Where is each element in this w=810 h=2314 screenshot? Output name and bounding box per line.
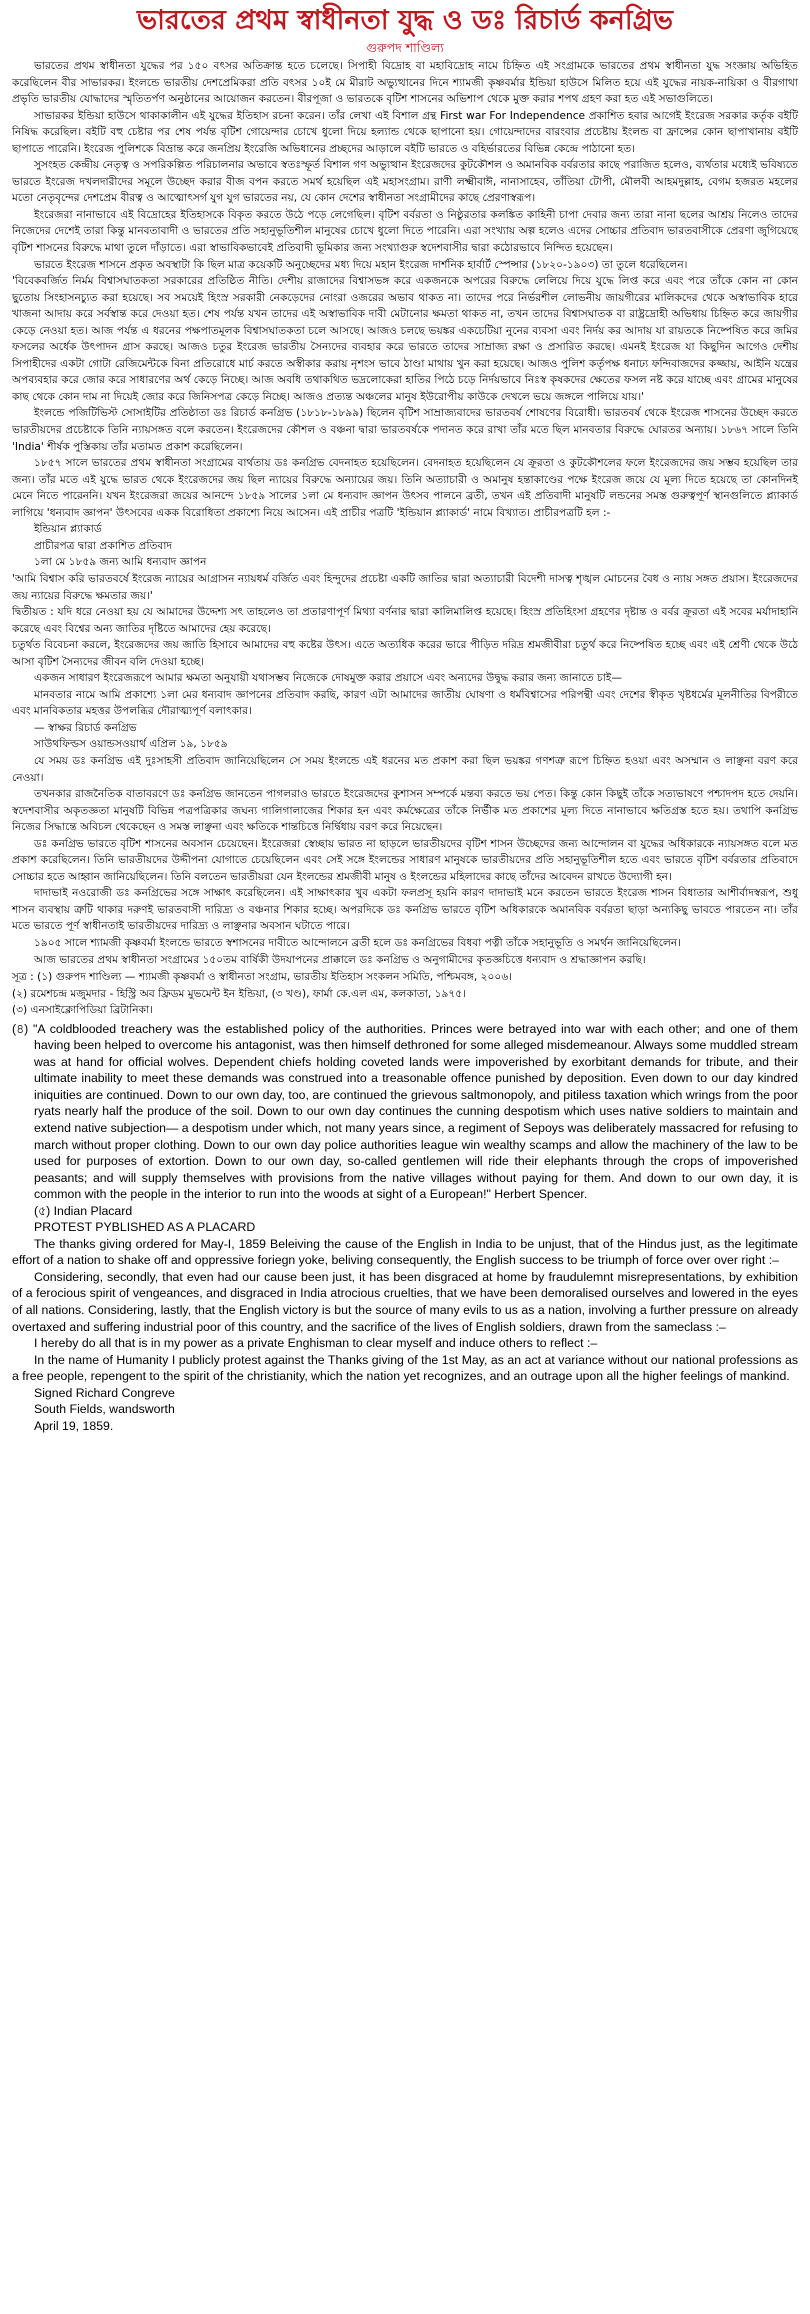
- placard-line: ১লা মে ১৮৫৯ জন্য আমি ধন্যবাদ জ্ঞাপন: [34, 556, 207, 569]
- source-item: (৩) এনসাইক্লোপিডিয়া ব্রিটানিকা।: [12, 1004, 153, 1017]
- signature-line: Signed Richard Congreve: [34, 1385, 175, 1400]
- sources-list: [12, 969, 798, 1019]
- source-item: (২) রমেশচন্দ্র মজুমদার - হিস্ট্রি অব ফ্রিডম মুভমেন্ট ইন ইন্ডিয়া, (৩ খণ্ড), ফার্মা কে.এল এম, কলকাতা, ১৯৭৫।: [12, 987, 466, 1000]
- body-paragraph: দাদাভাই নওরোজী ডঃ কনগ্রিভের সঙ্গে সাক্ষাৎ করেছিলেন। এই সাক্ষাৎকার খুব একটা ফলপ্রসূ হয়নি কারণ দাদাভাই মনে করতেন ভারতে ইংরেজ শাসন বিধাতার আশীর্বাদস্বরূপ, শুধু শাসন ব্যবস্থায় ত্রুটি থাকার দরুণই ভারতবাসী দারিদ্র্য ও বঞ্চনার শিকার হচ্ছে। অপরদিকে ডঃ কনগ্রিভ ভারতে বৃটিশ অধিকারকে অমানবিক বর্বরতা ছাড়া অন্যকিছু ভাবতে পারতেন না। তাঁর মতে ভারতে পূর্ণ স্বাধীনতাই ভারতীয়দের দারিদ্র্য ও লাঞ্ছনার অবসান ঘটাতে পারে।: [12, 887, 798, 933]
- body-paragraph: ডঃ কনগ্রিভ ভারতে বৃটিশ শাসনের অবসান চেয়েছেন। ইংরেজরা স্বেচ্ছায় ভারত না ছাড়লে ভারতীয়দের বৃটিশ শাসন উচ্ছেদের জন্য আন্দোলন বা যুদ্ধের অধিকারকে ন্যায়সঙ্গত বলে মত প্রকাশ করেছিলেন। তিনি ভারতীয়দের উদ্দীপনা যোগাতে চেয়েছিলেন এবং সেই সঙ্গে ইংলন্ডের সাধারণ মানুষকে ভারতীয়দের প্রতি সহানুভূতিশীল হতে এবং ভারতে বৃটিশ বর্বরতার প্রতিবাদে সোচ্চার হতে আহ্বান জানিয়েছিলেন। তিনি বলতেন ভারতীয়রা যেন ইংলন্ডের শ্রমজীবী মানুষ ও ইংলন্ডের মহিলাদের কাছে তাঁদের আবেদন রাখতে উদ্যোগী হন।: [12, 837, 798, 883]
- placard-paragraph: চতুর্থত বিবেচনা করলে, ইংরেজদের জয় জাতি হিসাবে আমাদের বহু কষ্টের উৎস। এতে অত্যধিক করের ভারে পীড়িত দরিদ্র শ্রমজীবীরা চতুর্থ করে নিষ্পেষিত হচ্ছে এবং এই শ্রেণী থেকে উঠে আসা বৃটিশ সৈন্যদের জীবন বলি দেওয়া হচ্ছে।: [12, 639, 798, 668]
- placard-english-paragraph: In the name of Humanity I publicly protest against the Thanks giving of the 1st May, as an act at variance without our national professions as a free people, repengent to the spirit of the christianity, which the nation yet recognizes, and an outrage upon all the higher feelings of mankind.: [12, 1352, 798, 1384]
- article-body: [12, 58, 798, 968]
- placard-english-paragraph: Considering, secondly, that even had our cause been just, it has been disgraced at home by fraudulemnt misrepresentations, by exhibition of a ferocious spirit of vengeances, and disgraced in India atrocious cruelties, that we have been demoralised ourselves and lowered in the eyes of all nations. Considering, lastly, that the English victory is but the source of many evils to us as a nation, involving a further pressure on already overtaxed and suffering industrial poor of this country, and the sacrifice of the lives of English soldiers, drawn from the sameclass :–: [12, 1269, 798, 1334]
- body-paragraph: ইংলন্ডে পজিটিভিস্ট সোসাইটির প্রতিষ্ঠাতা ডঃ রিচার্ড কনগ্রিভ (১৮১৮-১৮৯৯) ছিলেন বৃটিশ সাম্রাজ্যবাদের ভারতবর্ষ শোষণের বিরোধী। ভারতবর্ষ থেকে ইংরেজ শাসনের উচ্ছেদ করতে ভারতীয়দের প্রচেষ্টাকে তিনি ন্যায়সঙ্গত বলে করতেন। ইংরেজদের কৌশল ও বঞ্চনা দ্বারা ভারতবর্ষকে পদানত করে রাখা তাঁর মতে ছিল মানবতার বিরুদ্ধে ঘোরতর অন্যায়। ১৮৬৭ সালে তিনি 'India' শীর্ষক পুস্তিকায় তাঁর মতামত প্রকাশ করেছিলেন।: [12, 407, 798, 453]
- body-paragraph: সাভারকর ইন্ডিয়া হাউসে থাকাকালীন এই যুদ্ধের ইতিহাস রচনা করেন। তাঁর লেখা এই বিশাল গ্রন্থ First war For Independence প্রকাশিত হবার আগেই ইংরেজ সরকার কর্তৃক বইটি নিষিদ্ধ করেছিল। বইটি বহু চেষ্টার পর শেষ পর্যন্ত বৃটিশ গোয়েন্দার চোখে ধুলো দিয়ে হল্যান্ড থেকে ছাপানো হয়। গোয়েন্দাদের বারংবার প্রচেষ্টায় ইংলন্ড বা ফ্রান্সের কোন ছাপাখানায় বইটি ছাপাতে পারেনি। ইংরেজ পুলিশকে বিভ্রান্ত করে জনপ্রিয় ইংরেজি অভিধানের প্রচ্ছদের আড়ালে বইটি ভারতে ও বহির্ভারতের বিভিন্ন কেন্দ্রে পাঠানো হত।: [12, 109, 798, 155]
- placard-english-paragraph: The thanks giving ordered for May-I, 1859 Beleiving the cause of the English in India to be unjust, that of the Hindus just, as the legitimate effort of a nation to shake off and oppressive foriegn yoke, beliving consequently, the English success to be triumph of force over over right :–: [12, 1236, 798, 1268]
- placard-paragraph: একজন সাধারণ ইংরেজরূপে আমার ক্ষমতা অনুযায়ী যথাসম্ভব নিজেকে দোষমুক্ত করার প্রয়াসে এবং অন্যদের উদ্বুদ্ধ করার জন্য জানাতে চাই—: [34, 672, 622, 685]
- english-appendix: [12, 1021, 798, 1435]
- body-paragraph: ১৮৫৭ সালে ভারতের প্রথম স্বাধীনতা সংগ্রামের বার্থতায় ডঃ কনগ্রিভ বেদনাহত হয়েছিলেন। বেদনাহত হয়েছিলেন যে ক্রূরতা ও কুটকৌশলের ফলে ইংরেজদের জয় সম্ভব হয়েছিল তার জন্য। তাঁর মতে এই যুদ্ধে ভারত থেকে ইংরেজদের জয় ছিল ন্যায়ের বিরুদ্ধে অন্যায়ের জয়। তিনি অত্যাচারী ও অমানুষ হন্তাকাণ্ডের পক্ষে ইংরেজ জয়ে যে মূল্য দিতে হয়েছে তা কোনদিনই মেনে নিতে পারেননি। যখন ইংরেজরা জয়ের আনন্দে ১৮৫৯ সালের ১লা মে ধন্যবাদ জ্ঞাপন উৎসব পালনে ব্রতী, তখন এই প্রতিবাদী মানুষটি লন্ডনের সমস্ত গুরুত্বপূর্ণ স্থানগুলিতে প্ল্যাকার্ড লাগিয়ে 'ধন্যবাদ জ্ঞাপন' উৎসবের একক বিরোধিতা প্রকাশ্যে নিয়ে আসেন। এই প্রাচীর পত্রটি 'ইন্ডিয়ান প্ল্যাকার্ড' নামে বিখ্যাত। প্রাচীরপত্রটি হল :-: [12, 457, 798, 519]
- placard-paragraph: 'আমি বিশ্বাস করি ভারতবর্ষে ইংরেজ ন্যায়ের আগ্রাসন ন্যায়ধর্ম বর্জিত এবং হিন্দুদের প্রচেষ্টা একটি জাতির দ্বারা অত্যাচারী বিদেশী দাসত্ব শৃঙ্খল মোচনের বৈধ ও ন্যায় সঙ্গত প্রয়াস। ইংরেজদের জয় ন্যায়ের বিরুদ্ধে ক্ষমতার জয়।': [12, 572, 798, 602]
- placard-label: (৫) Indian Placard: [34, 1203, 133, 1218]
- spencer-quote-english: (৪) "A coldblooded treachery was the established policy of the authorities. Princes were betrayed into war with each other; and one of them having been helped to overcome his antagonist, was then himself dethroned for some alleged misdemeanour. Always some muddled stream was at hand for official wolves. Dependent chiefs holding coveted lands were impoverished by exorbitant demands for tribute, and their ultimate inability to meet these demands was construed into a treasonable offence punished by deposition. Even down to our day kindred iniquities are continued. Down to our own day, too, are continued the grievous saltmonopoly, and pitiless taxation which wrings from the poor ryats nearly half the produce of the soil. Down to our own day continues the cunning despotism which uses native soldiers to maintain and extend native subjection— a despotism under which, not many years since, a regiment of Sepoys was deliberately massacred for refusing to march without proper clothing. Down to our own day police authorities league win wealthy scamps and allow the machinery of the law to be used for purposes of extortion. Down to our own day, so-called gentlemen will ride their elephants through the crops of impoverished peasants; and will supply themselves with provisions from the native villages without paying for them. And down to our own day, it is common with the people in the interior to run into the woods at sight of a European!" Herbert Spencer.: [12, 1021, 798, 1202]
- body-paragraph: তখনকার রাজনৈতিক বাতাবরণে ডঃ কনগ্রিভ জানতেন পাগলরাও ভারতে ইংরেজদের কুশাসন সম্পর্কে মন্তব্য করতে ভয় পেত। কিন্তু কোন কিছুই তাঁকে সত্যভাষণে পশ্চাদপদ হতে দেয়নি। স্বদেশবাসীর অকৃতজ্ঞতা মানুষটি বিভিন্ন পত্রপত্রিকার জঘন্য গালিগালাজের শিকার হন এবং কর্মক্ষেত্রের তাঁকে নির্ভীক মত প্রকাশের মূল্য দিতে নানাভাবে ক্ষতিগ্রস্ত হতে হয়। তথাপি কনগ্রিভ নিজের সিদ্ধান্তে অবিচল থেকেছেন ও সমস্ত লাঞ্ছনা এবং ক্ষতিকে শান্তচিত্তে নির্দ্বিধায় বরণ করে নিয়েছেন।: [12, 788, 798, 834]
- body-paragraph: ইংরেজরা নানাভাবে এই বিদ্রোহের ইতিহাসকে বিকৃত করতে উঠে পড়ে লেগেছিল। বৃটিশ বর্বরতা ও নিষ্ঠুরতার কলঙ্কিত কাহিনী চাপা দেবার জন্য তারা নানা ছলের আশ্রয় নিলেও তাদের নিজেদের দেশেই তারা কিন্তু মানবতাবাদী ও ভারতের প্রতি সহানুভূতিশীল মানুষের চোখে ধুলো দিতে পারেনি। এরা সংখ্যায় অল্প হলেও এদের সোচ্চার প্রতিবাদ ভারতবাসীকে প্রেরণা জুগিয়েছে বৃটিশ শাসনের বিরুদ্ধে মাথা তুলে দাঁড়াতে। এরা স্বাভাবিকভাবেই প্রতিবাদী ভূমিকার জন্য সংখ্যাগুরু স্বদেশবাসীর দ্বারা কঠোরভাবে নিন্দিত হয়েছেন।: [12, 208, 798, 255]
- source-item: সূত্র : (১) গুরুপদ শাণ্ডিল্য — শ্যামজী কৃষ্ণবর্মা ও স্বাধীনতা সংগ্রাম, ভারতীয় ইতিহাস সংকলন সমিতি, পশ্চিমবঙ্গ, ২০০৬।: [12, 971, 512, 984]
- placard-line: প্রাচীরপত্র দ্বারা প্রকাশিত প্রতিবাদ: [34, 539, 172, 552]
- body-paragraph: ভারতের প্রথম স্বাধীনতা যুদ্ধের পর ১৫০ বৎসর অতিক্রান্ত হতে চলেছে। সিপাহী বিদ্রোহ বা মহাবিদ্রোহ নামে চিহ্নিত এই সংগ্রামকে ভারতের প্রথম স্বাধীনতা যুদ্ধ সংজ্ঞায় অভিহিত করেছিলেন বীর সাভারকর। ইংলন্ডে ভারতীয় দেশপ্রেমিকরা প্রতি বৎসর ১০ই মে মীরাট অভ্যুত্থানের দিনে শ্যামজী কৃষ্ণবর্মার ইন্ডিয়া হাউসে মিলিত হয়ে এই যুদ্ধের নায়ক-নায়িকা ও বীরগাথা প্রভৃতি ভারতীয় যোদ্ধাদের স্মৃতিতর্পণ অনুষ্ঠানের আয়োজন করতেন। বীরপূজা ও ভারতকে বৃটিশ শাসনের অভিশাপ থেকে মুক্ত করার শপথ গ্রহণ করা হত এই সভাগুলিতে।: [12, 60, 798, 106]
- placard-heading: PROTEST PYBLISHED AS A PLACARD: [34, 1220, 256, 1235]
- article-author: গুরুপদ শাণ্ডিল্য: [366, 40, 444, 55]
- signature-line: — স্বাক্ষর রিচার্ড কনগ্রিভ: [34, 721, 137, 734]
- placard-paragraph: মানবতার নামে আমি প্রকাশ্যে ১লা মের ধন্যবাদ জ্ঞাপনের প্রতিবাদ করছি, কারণ এটা আমাদের জাতীয় ঘোষণা ও ধর্মবিশ্বাসের পরিপন্থী এবং দেশের স্বীকৃত খৃষ্টধর্মের মূলনীতির বিপরীতে এবং মানবিকতার মহত্তর উপলব্ধির দৌরাত্ম্যপূর্ণ বলাৎকার।: [12, 688, 798, 718]
- placard-english-paragraph: I hereby do all that is in my power as a private Enghisman to clear myself and induce others to reflect :–: [34, 1336, 598, 1351]
- signature-line: সাউথফিল্ডস ওয়ান্ডসওয়ার্থ এপ্রিল ১৯, ১৮৫৯: [34, 738, 228, 751]
- placard-line: ইন্ডিয়ান প্ল্যাকার্ড: [34, 523, 102, 536]
- body-paragraph: সুসংহত কেন্দ্রীয় নেতৃত্ব ও সপরিকল্পিত পরিচালনার অভাবে স্বতঃস্ফূর্ত বিশাল গণ অভ্যুত্থান ইংরেজদের কুটকৌশল ও অমানবিক বর্বরতার কাছে পরাজিত হলেও, ব্যর্থতার মধ্যেই ভবিষ্যতে ভারতে ইংরেজ দখলদারীদের সমূলে উচ্ছেদ করার বীজ বপন করতে সমর্থ হয়েছিল এই মহাসংগ্রাম। রাণী লক্ষ্মীবাঈ, নানাসাহেব, তাঁতিয়া টোপী, মৌলবী আহমদুল্লাহ, বেগম হজরত মহলের মতো নেতৃবৃন্দের দেশপ্রেম বীরত্ব ও আত্মোৎসর্গ যুগ যুগ ভারতের নয়, যে কোন দেশের স্বাধীনতা সংগ্রামীদের কাছে প্রেরণাস্বরূপ।: [12, 159, 798, 205]
- signature-line: South Fields, wandsworth: [34, 1402, 175, 1417]
- body-paragraph: যে সময় ডঃ কনগ্রিভ এই দুঃসাহসী প্রতিবাদ জানিয়েছিলেন সে সময় ইংলন্ডে এই ধরনের মত প্রকাশ করা ছিল ভয়ঙ্কর গণশত্রু রূপে চিহ্নিত হওয়া এবং অসম্মান ও লাঞ্ছনা বরণ করে নেওয়া।: [12, 754, 798, 784]
- article-title: ভারতের প্রথম স্বাধীনতা যুদ্ধ ও ডঃ রিচার্ড কনগ্রিভ: [137, 5, 673, 36]
- english-signature: [12, 1385, 798, 1435]
- signature-line: April 19, 1859.: [34, 1418, 114, 1433]
- body-paragraph: ১৯০৫ সালে শ্যামজী কৃষ্ণবর্মা ইংলন্ডে ভারতে স্বশাসনের দাবীতে আন্দোলনে ব্রতী হলে ডঃ কনগ্রিভের বিধবা পত্নী তাঁকে সহানুভূতি ও সমর্থন জানিয়েছিলেন।: [34, 936, 681, 949]
- body-paragraph: আজ ভারতের প্রথম স্বাধীনতা সংগ্রামের ১৫০তম বার্ষিকী উদযাপনের প্রাক্কালে ডঃ কনগ্রিভ ও অনুগামীদের কৃতজ্ঞচিত্তে ধন্যবাদ ও শ্রদ্ধাজ্ঞাপন করছি।: [34, 953, 646, 966]
- placard-paragraph: দ্বিতীয়ত : যদি ধরে নেওয়া হয় যে আমাদের উদ্দেশ্য সৎ তাহলেও তা প্রতারণাপূর্ণ মিথ্যা বর্ণনার দ্বারা কালিমালিপ্ত হয়েছে। হিংস্র প্রতিহিংসা গ্রহণের দৃষ্টান্ত ও বর্বর ক্রূরতা এই সবের মর্যাদাহানি করেছে এবং বিশ্বের অন্য জাতির দৃষ্টিতে আমাদের হেয় করেছে।: [12, 606, 798, 635]
- body-paragraph: ভারতে ইংরেজ শাসনে প্রকৃত অবস্থাটা কি ছিল মাত্র কয়েকটি অনুচ্ছেদের মধ্য দিয়ে মহান ইংরেজ দার্শনিক হার্বার্ট স্পেন্সার (১৮২০-১৯০৩) তা তুলে ধরেছিলেন।: [34, 258, 688, 271]
- spencer-quote-bengali: 'বিবেকবর্জিত নির্মম বিশ্বাসঘাতকতা সরকারের প্রতিষ্ঠিত নীতি। দেশীয় রাজাদের বিশ্বাসভঙ্গ করে একজনকে অপরের বিরুদ্ধে লেলিয়ে দিয়ে যুদ্ধে লিপ্ত করে এবং পরে তাঁকে কোন না কোন ছুতোয় সিংহাসনচ্যুত করা হয়েছে। সব সময়েই হিংস্র সরকারী নেকড়েদের নোংরা ওজরের অভাব থাকত না। তাদের পরে নির্ভরশীল লোভনীয় জায়গীরের মালিকদের থেকে অস্বাভাবিক হারে খাজনা আদায় করে সর্বস্বান্ত করে দেওয়া হত। শেষ পর্যন্ত যখন তাদের এই অস্বাভাবিক দাবী মেটানোর ক্ষমতা থাকত না, তখন তাদের বিশ্বাসঘাতক বা রাষ্ট্রদ্রোহী অভিধায় চিহ্নিত করে জায়গীর কেড়ে নেওয়া হত। আজ পর্যন্ত এ ধরনের পক্ষপাতমূলক বিশ্বাসঘাতকতা চলে আসছে। আজও চলছে ভয়ঙ্কর একচেটিয়া নুনের ব্যবসা এবং নির্দয় কর আদায় যা রায়তকে নিষ্পেষিত করে জমির ফসলের অর্ধেক উৎপাদন গ্রাস করছে। আজও চতুর ইংরেজ ভারতীয় সৈন্যদের ব্যবহার করে ভারতে তাদের সাম্রাজ্য রক্ষা ও প্রসারিত করছে। এমনই ইংরেজ যা কিছুদিন আগেও দেশীয় সিপাহীদের একটা গোটা রেজিমেন্টকে বিনা প্রতিরোধে মার্চ করতে অস্বীকার করায় নৃশংস ভাবে ঠাণ্ডা মাথায় খুন করা হয়েছে। আজও পুলিশ কর্তৃপক্ষ ধনাঢ্য ফন্দিবাজদের কজ্জায়, আইনি যন্ত্রের অপব্যবহার করে জোর করে সাধারণের অর্থ কেড়ে নিচ্ছে। আজ অবধি তথাকথিত ভদ্রলোকেরা হাতির পিঠে চড়ে নির্দয়ভাবে নিঃস্ব কৃষকদের ক্ষেতের ফসল নষ্ট করে যাচ্ছে এবং গ্রামের মানুষের কাছ থেকে কোন দাম না দিয়েই জোর করে জিনিসপত্র কেড়ে নিচ্ছে। আজও প্রত্যন্ত অঞ্চলের মানুষ ইউরোপীয় কাউকে দেখলে ভয়ে জঙ্গলে পালিয়ে যায়।': [12, 275, 798, 403]
